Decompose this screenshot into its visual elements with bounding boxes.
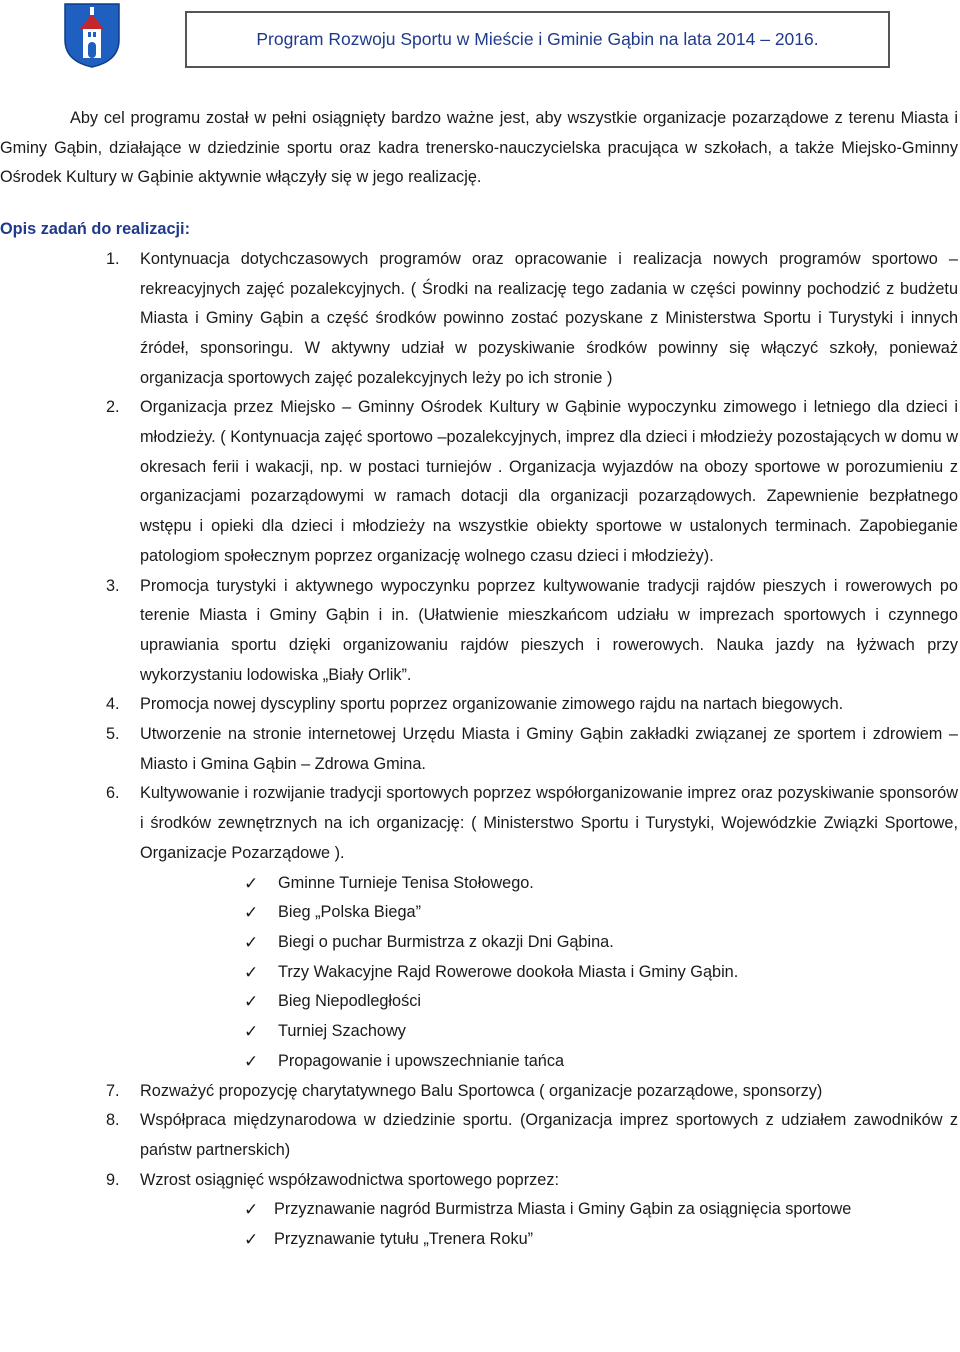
task-item: 9. Wzrost osiągnięć współzawodnictwa sportowego poprzez:	[106, 1170, 559, 1189]
checkmark-icon: ✓	[244, 1200, 259, 1220]
header-title-box	[185, 11, 890, 68]
award-item: ✓ Przyznawanie nagród Burmistrza Miasta i Gminy Gąbin za osiągnięcia sportowe	[0, 1195, 960, 1225]
task-item: 6. Kultywowanie i rozwijanie tradycji sportowych poprzez współorganizowanie imprez oraz pozyskiwanie sponsorów i środków zewnętrznych na ich organizację: ( Ministerstwo Sportu i Turystyki, Wojewódzkie Związki Sportowe, Organizacje Pozarządowe ).	[106, 784, 958, 862]
checkmark-icon: ✓	[244, 1051, 259, 1071]
event-item: ✓ Gminne Turnieje Tenisa Stołowego.	[0, 869, 960, 899]
task-item: 5. Utworzenie na stronie internetowej Urzędu Miasta i Gminy Gąbin zakładki związanej ze sportem i zdrowiem – Miasto i Gmina Gąbin – Zdrowa Gmina.	[106, 725, 958, 773]
awards-checklist	[0, 1195, 960, 1254]
checkmark-icon: ✓	[244, 1022, 259, 1042]
intro-paragraph	[0, 104, 958, 193]
event-item: ✓ Bieg Niepodległości	[0, 987, 960, 1017]
checkmark-icon: ✓	[244, 992, 259, 1012]
task-item: 4. Promocja nowej dyscypliny sportu poprzez organizowanie zimowego rajdu na nartach biegowych.	[106, 695, 844, 714]
checkmark-icon: ✓	[244, 932, 259, 952]
checkmark-icon: ✓	[244, 962, 259, 982]
checkmark-icon: ✓	[244, 873, 259, 893]
header-title: Program Rozwoju Sportu w Mieście i Gminie Gąbin na lata 2014 – 2016.	[256, 29, 819, 49]
event-item: ✓ Trzy Wakacyjne Rajd Rowerowe dookoła Miasta i Gminy Gąbin.	[0, 958, 960, 988]
task-item: 1. Kontynuacja dotychczasowych programów oraz opracowanie i realizacja nowych programów sportowo – rekreacyjnych zajęć pozalekcyjnych. ( Środki na realizację tego zadania w części powinny pochodzić z budżetu Miasta i Gminy Gąbin a część środków powinno zostać pozyskane z Ministerstwa Sportu i Turystyki i innych źródeł, sponsoringu. W aktywny udział w pozyskiwanie środków powinny się włączyć szkoły, ponieważ organizacja sportowych zajęć pozalekcyjnych leży po ich stronie )	[106, 249, 958, 387]
intro-text: Aby cel programu został w pełni osiągnięty bardzo ważne jest, aby wszystkie organizacje pozarządowe z terenu Miasta i Gminy Gąbin, działające w dziedzinie sportu oraz kadra trenersko-nauczycielska pracująca w szkołach, a także Miejsko-Gminny Ośrodek Kultury w Gąbinie aktywnie włączyły się w jego realizację.	[0, 109, 958, 187]
checkmark-icon: ✓	[244, 903, 259, 923]
checkmark-icon: ✓	[244, 1230, 259, 1250]
tasks-list	[0, 245, 960, 869]
coat-of-arms-logo	[63, 2, 121, 68]
award-item: ✓ Przyznawanie tytułu „Trenera Roku”	[0, 1225, 960, 1255]
task-item: 8. Współpraca międzynarodowa w dziedzinie sportu. (Organizacja imprez sportowych z udziałem zawodników z państw partnerskich)	[106, 1111, 958, 1159]
tasks-heading: Opis zadań do realizacji:	[0, 220, 191, 239]
tasks-list-continued	[0, 1077, 960, 1196]
task-item: 7. Rozważyć propozycję charytatywnego Balu Sportowca ( organizacje pozarządowe, sponsorzy)	[106, 1081, 823, 1100]
task-item: 3. Promocja turystyki i aktywnego wypoczynku poprzez kultywowanie tradycji rajdów pieszych i rowerowych po terenie Miasta i Gminy Gąbin i in. (Ułatwienie mieszkańcom udziału w imprezach sportowych i czynnego uprawiania sportu dzięki organizowaniu rajdów pieszych i rowerowych. Nauka jazdy na łyżwach przy wykorzystaniu lodowiska „Biały Orlik”.	[106, 576, 958, 684]
event-item: ✓ Biegi o puchar Burmistrza z okazji Dni Gąbina.	[0, 928, 960, 958]
event-item: ✓ Bieg „Polska Biega”	[0, 898, 960, 928]
document-body	[0, 104, 960, 1255]
events-checklist	[0, 869, 960, 1077]
task-item: 2. Organizacja przez Miejsko – Gminny Ośrodek Kultury w Gąbinie wypoczynku zimowego i letniego dla dzieci i młodzieży. ( Kontynuacja zajęć sportowo –pozalekcyjnych, imprez dla dzieci i młodzieży pozostających w domu w okresach ferii i wakacji, np. w postaci turniejów . Organizacja wyjazdów na obozy sportowe w porozumieniu z organizacjami pozarządowymi w ramach dotacji dla organizacji pozarządowych. Zapewnienie bezpłatnego wstępu i opieki dla dzieci i młodzieży na wszystkie obiekty sportowe w ustalonych terminach. Zapobieganie patologiom społecznym poprzez organizację wolnego czasu dzieci i młodzieży).	[106, 398, 958, 565]
event-item: ✓ Propagowanie i upowszechnianie tańca	[0, 1047, 960, 1077]
event-item: ✓ Turniej Szachowy	[0, 1017, 960, 1047]
